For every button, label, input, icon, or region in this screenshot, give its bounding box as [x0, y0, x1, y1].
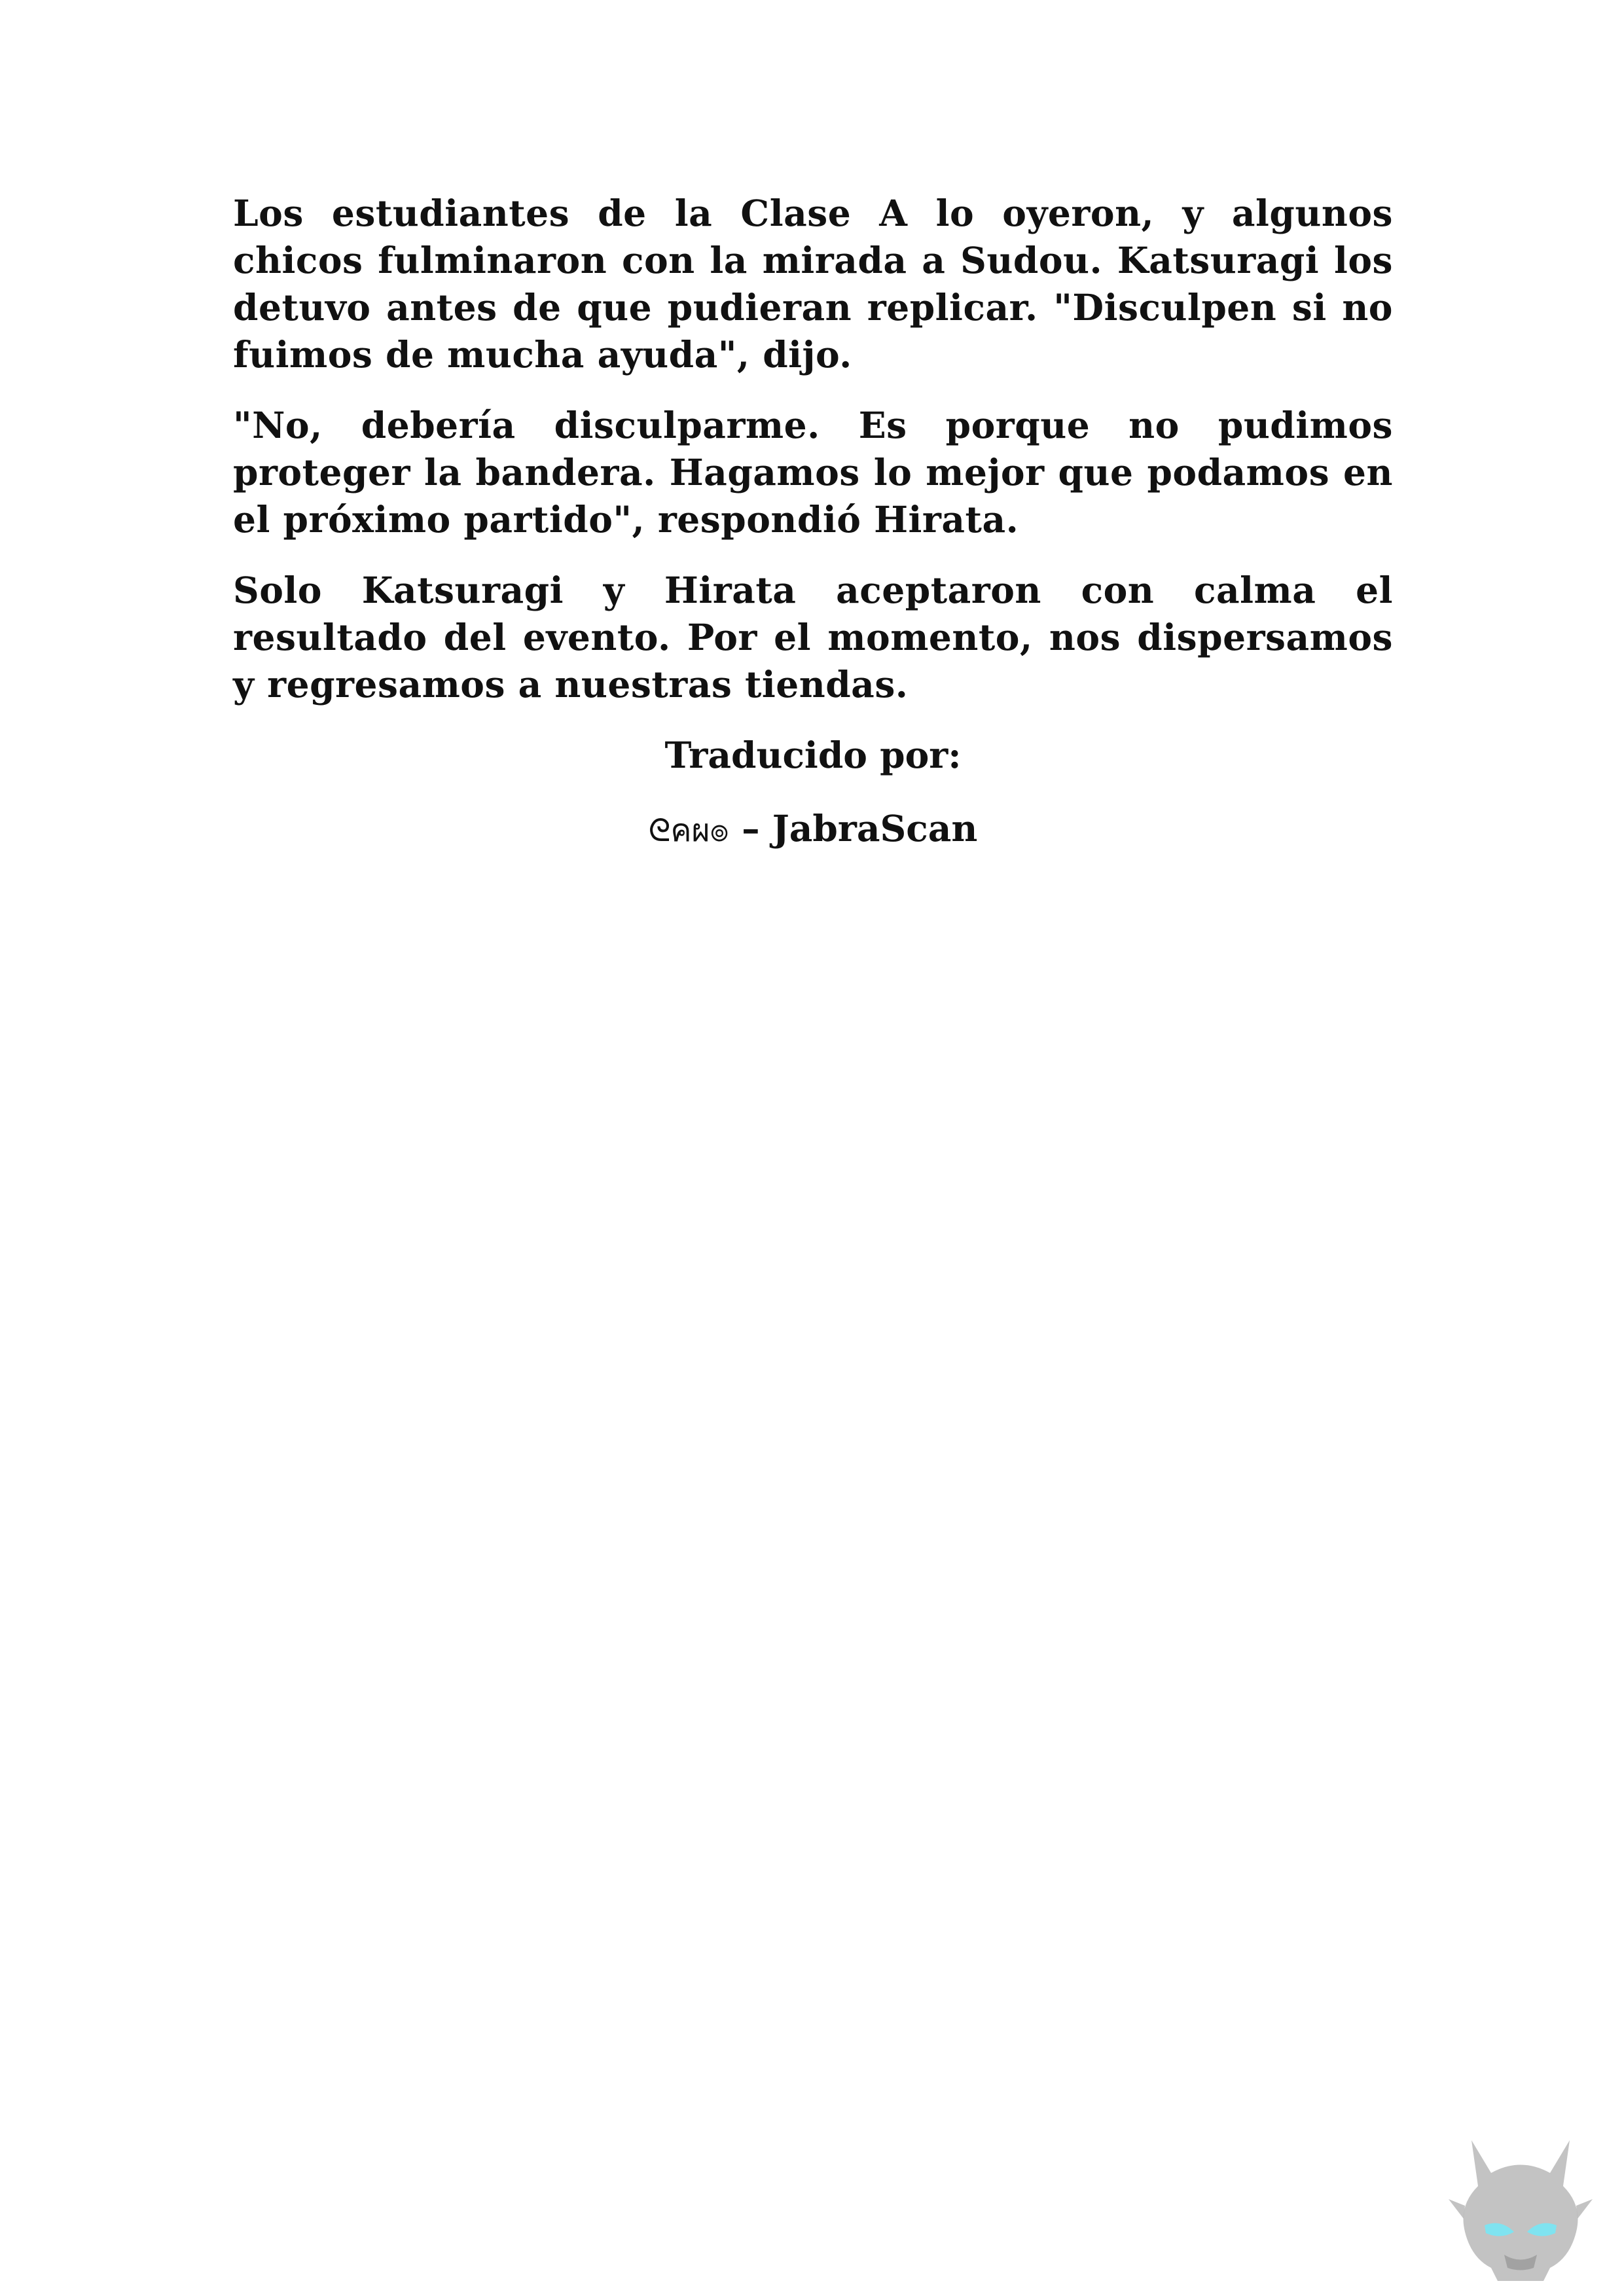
credits-title: Traducido por:	[664, 734, 962, 776]
credits-line	[233, 805, 1393, 854]
translator-name: ᘓคผ๏	[648, 812, 729, 849]
demon-head-logo-icon	[1445, 2127, 1596, 2284]
document-body	[233, 190, 1393, 854]
paragraph-2: "No, debería disculparme. Es porque no pudimos proteger la bandera. Hagamos lo mejor que podamos en el próximo partido", respondió Hirata.	[233, 404, 1393, 541]
credits-separator: –	[729, 807, 772, 850]
paragraph-3: Solo Katsuragi y Hirata aceptaron con calma el resultado del evento. Por el momento, nos dispersamos y regresamos a nuestras tiendas.	[233, 569, 1393, 706]
group-name: JabraScan	[772, 807, 978, 850]
paragraph-1: Los estudiantes de la Clase A lo oyeron, y algunos chicos fulminaron con la mirada a Sudou. Katsuragi los detuvo antes de que pudieran replicar. "Disculpen si no fuimos de mucha ayuda", dijo.	[233, 192, 1393, 376]
credits-block	[233, 732, 1393, 854]
